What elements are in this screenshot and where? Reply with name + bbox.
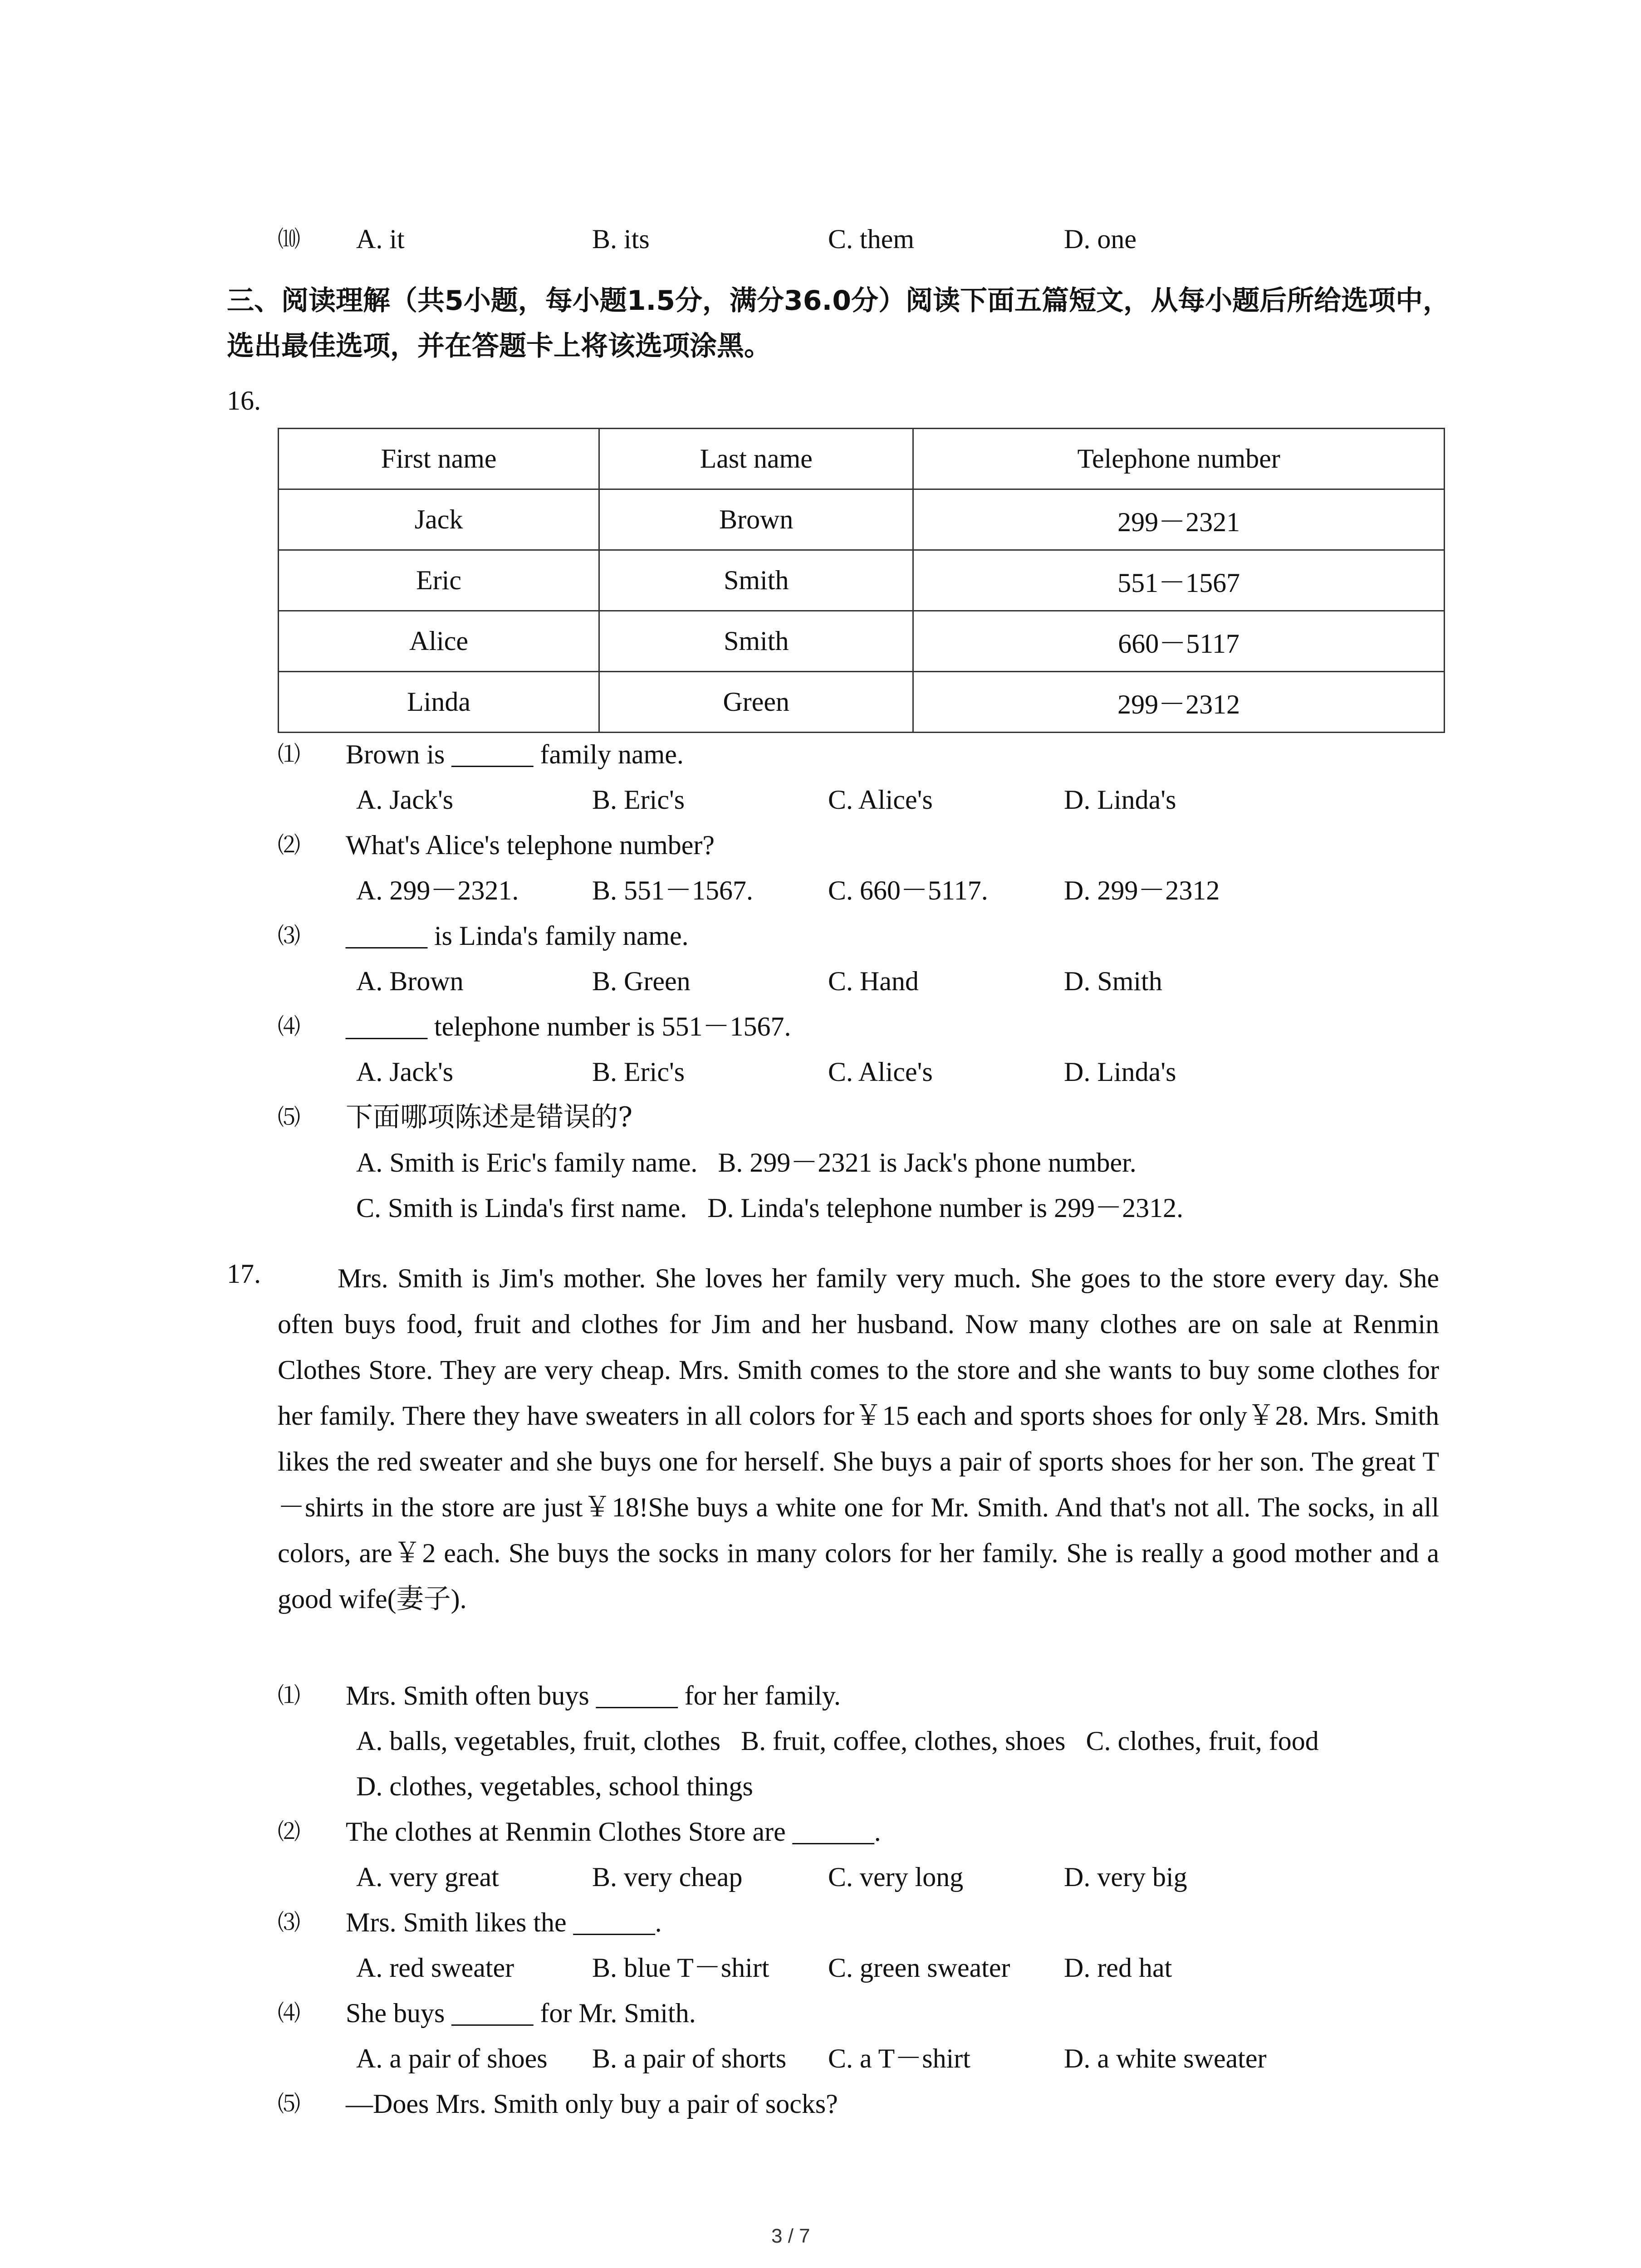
q16-3-option-a: A. Brown [356, 966, 464, 996]
q16-2-option-b: B. 551－1567. [592, 875, 754, 905]
q10-number: ⑽ [278, 226, 300, 252]
table-cell: 299－2312 [913, 672, 1445, 733]
q10-option-d: D. one [1064, 224, 1136, 254]
q17-3-stem: Mrs. Smith likes the ______. [346, 1907, 662, 1937]
q17-4-option-b: B. a pair of shorts [592, 2043, 787, 2073]
table-header: Telephone number [913, 429, 1445, 489]
q16-2-stem: What's Alice's telephone number? [346, 830, 715, 860]
q16-3-option-b: B. Green [592, 966, 691, 996]
q16-4-number: ⑷ [278, 1014, 300, 1039]
q17-2-option-c: C. very long [828, 1862, 964, 1892]
q17-2-option-d: D. very big [1064, 1862, 1187, 1892]
q16-1-option-d: D. Linda's [1064, 785, 1176, 815]
q16-3-number: ⑶ [278, 923, 300, 948]
q16-2-option-c: C. 660－5117. [828, 875, 988, 905]
q17-passage-text: Mrs. Smith is Jim's mother. She loves her family very much. She goes to the store every day. She often buys food, fruit and clothes for Jim and her husband. Now many clothes are on sale at Renmin Clothes Store. They are very cheap. Mrs. Smith comes to the store and she wants to buy some clothes for her family. There they have sweaters in all colors for￥15 each and sports shoes for only￥28. Mrs. Smith likes the red sweater and she buys one for herself. She buys a pair of sports shoes for her son. The great T－shirts in the store are just￥18!She buys a white one for Mr. Smith. And that's not all. The socks, in all colors, are￥2 each. She buys the socks in many colors for her family. She is really a good mother and a good wife(妻子). [278, 1263, 1439, 1614]
q16-1-stem: Brown is ______ family name. [346, 739, 684, 769]
table-header: First name [279, 429, 599, 489]
q17-2-stem: The clothes at Renmin Clothes Store are ______. [346, 1817, 881, 1847]
q16-4-option-b: B. Eric's [592, 1057, 685, 1087]
q17-3-option-d: D. red hat [1064, 1953, 1172, 1983]
q17-4-option-c: C. a T－shirt [828, 2043, 970, 2073]
q17-2-option-b: B. very cheap [592, 1862, 743, 1892]
q17-1-stem: Mrs. Smith often buys ______ for her family. [346, 1681, 841, 1711]
q16-5-stem: 下面哪项陈述是错误的? [346, 1101, 633, 1133]
table-cell: Brown [599, 489, 913, 550]
table-header-row [279, 429, 1445, 489]
q17-4-option-d: D. a white sweater [1064, 2043, 1267, 2073]
q17-3-option-b: B. blue T－shirt [592, 1953, 769, 1983]
table-cell: 551－1567 [913, 550, 1445, 611]
q10-option-b: B. its [592, 224, 650, 254]
q17-4-stem: She buys ______ for Mr. Smith. [346, 1998, 696, 2028]
table-cell: Smith [599, 611, 913, 672]
q16-4-stem: ______ telephone number is 551－1567. [346, 1012, 791, 1041]
q17-number: 17. [227, 1259, 261, 1289]
q16-1-option-c: C. Alice's [828, 785, 933, 815]
q16-4-option-a: A. Jack's [356, 1057, 454, 1087]
table-cell: Alice [279, 611, 599, 672]
q16-1-number: ⑴ [278, 742, 300, 767]
table-cell: Jack [279, 489, 599, 550]
table-row [279, 611, 1445, 672]
table-row [279, 550, 1445, 611]
section-heading: 三、阅读理解（共5小题，每小题1.5分，满分36.0分）阅读下面五篇短文，从每小题后所给选项中，选出最佳选项，并在答题卡上将该选项涂黑。 [227, 285, 1450, 362]
q17-2-option-a: A. very great [356, 1862, 499, 1892]
q17-3-option-c: C. green sweater [828, 1953, 1010, 1983]
table-row [279, 489, 1445, 550]
q16-1-option-a: A. Jack's [356, 785, 454, 815]
q16-5-number: ⑸ [278, 1105, 300, 1130]
page-number: 3 / 7 [771, 2225, 810, 2247]
q16-2-number: ⑵ [278, 832, 300, 858]
q16-2-option-d: D. 299－2312 [1064, 875, 1220, 905]
q10-option-c: C. them [828, 224, 914, 254]
q17-1-options-line-2: D. clothes, vegetables, school things [356, 1771, 753, 1801]
table-cell: Linda [279, 672, 599, 733]
table-cell: 299－2321 [913, 489, 1445, 550]
q16-5-options-line-1: A. Smith is Eric's family name. B. 299－2321 is Jack's phone number. [356, 1148, 1136, 1178]
q17-3-number: ⑶ [278, 1910, 300, 1935]
table-cell: Eric [279, 550, 599, 611]
q17-5-stem: —Does Mrs. Smith only buy a pair of socks? [346, 2089, 838, 2119]
contacts-table [278, 428, 1445, 733]
q16-number: 16. [227, 386, 261, 415]
q17-1-number: ⑴ [278, 1683, 300, 1708]
q16-3-option-d: D. Smith [1064, 966, 1162, 996]
q17-3-option-a: A. red sweater [356, 1953, 514, 1983]
table-header: Last name [599, 429, 913, 489]
table-cell: 660－5117 [913, 611, 1445, 672]
table-cell: Green [599, 672, 913, 733]
q17-passage [278, 1256, 1439, 1622]
q17-4-number: ⑷ [278, 2000, 300, 2026]
q17-1-options-line-1: A. balls, vegetables, fruit, clothes B. fruit, coffee, clothes, shoes C. clothes, fruit, food [356, 1726, 1319, 1756]
q17-4-option-a: A. a pair of shoes [356, 2043, 548, 2073]
q17-2-number: ⑵ [278, 1819, 300, 1844]
q16-1-option-b: B. Eric's [592, 785, 685, 815]
q16-4-option-c: C. Alice's [828, 1057, 933, 1087]
table-cell: Smith [599, 550, 913, 611]
q16-5-options-line-2: C. Smith is Linda's first name. D. Linda's telephone number is 299－2312. [356, 1193, 1184, 1223]
q16-3-option-c: C. Hand [828, 966, 919, 996]
q16-4-option-d: D. Linda's [1064, 1057, 1176, 1087]
q16-2-option-a: A. 299－2321. [356, 875, 519, 905]
q10-option-a: A. it [356, 224, 405, 254]
q17-5-number: ⑸ [278, 2091, 300, 2116]
q16-3-stem: ______ is Linda's family name. [346, 921, 689, 951]
table-row [279, 672, 1445, 733]
